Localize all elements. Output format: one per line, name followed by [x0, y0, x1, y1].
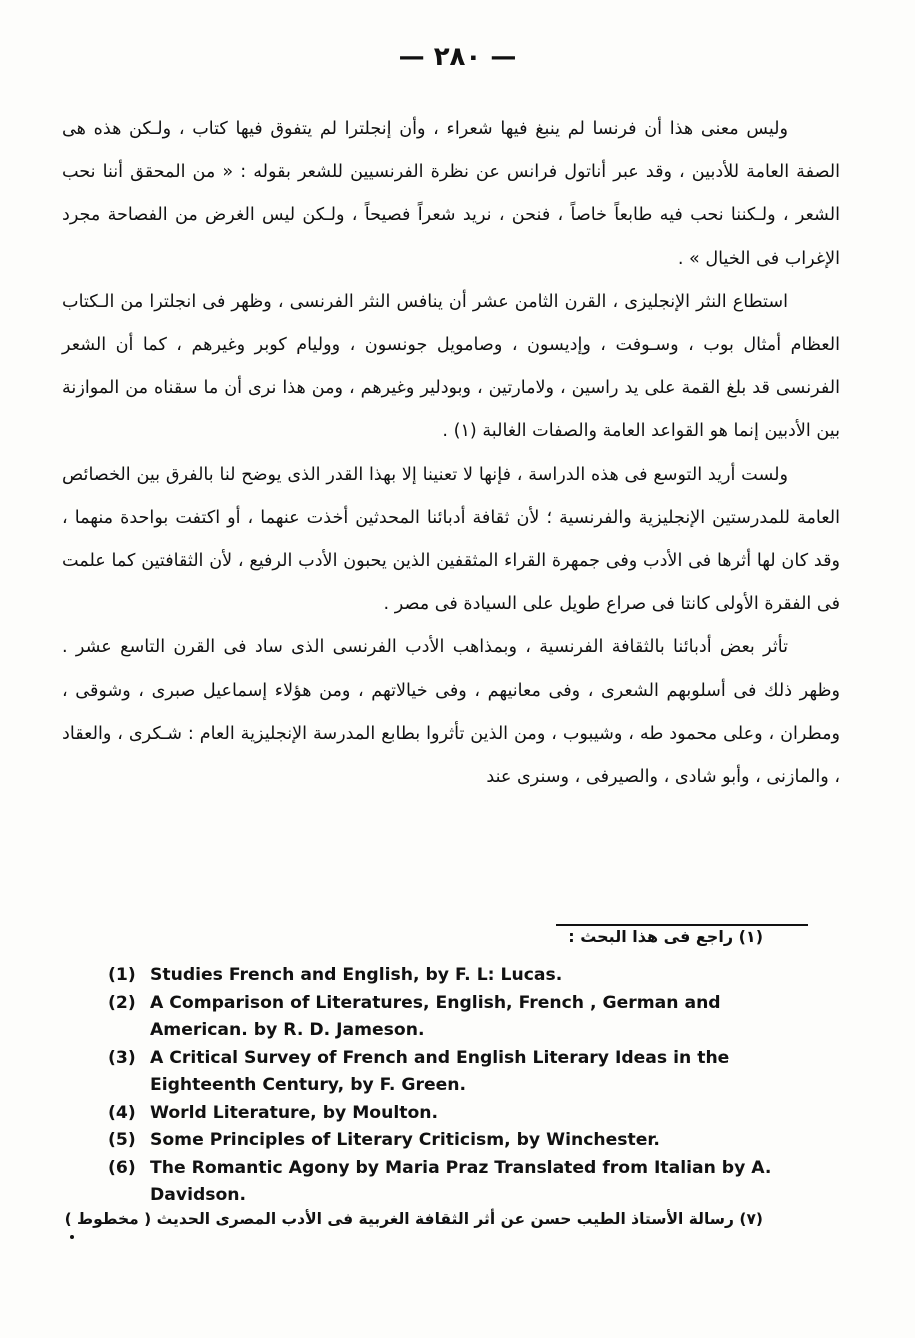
- reference-number: (3): [108, 1047, 136, 1068]
- reference-item: [108, 1100, 808, 1128]
- reference-number: (4): [108, 1102, 136, 1123]
- paragraph-4: تأثر بعض أدبائنا بالثقافة الفرنسية ، وبمذاهب الأدب الفرنسى الذى ساد فى القرن التاسع عشر . وظهر ذلك فى أسلوبهم الشعرى ، وفى معانيهم ، وفى خيالاتهم ، ومن هؤلاء إسماعيل صبرى ، وشوقى ، ومطران ، وعلى محمود طه ، وشيبوب ، ومن الذين تأثروا بطابع المدرسة الإنجليزية العام : شـكرى ، والعقاد ، والمازنى ، وأبو شادى ، والصيرفى ، وسنرى عند: [62, 637, 840, 788]
- reference-number: (1): [108, 965, 136, 985]
- reference-item: [108, 1127, 808, 1155]
- ink-dot: [70, 1235, 74, 1239]
- reference-number: (6): [108, 1157, 136, 1178]
- reference-item: [108, 962, 808, 990]
- reference-item: [108, 1045, 808, 1100]
- reference-text: A Critical Survey of French and English Literary Ideas in the Eighteenth Century, by F. Green.: [150, 1047, 730, 1095]
- paragraph-2: استطاع النثر الإنجليزى ، القرن الثامن عشر أن ينافس النثر الفرنسى ، وظهر فى انجلترا من الـكتاب العظام أمثال بوب ، وسـوفت ، وإديسون ، وصامويل جونسون ، ووليام كوبر وغيرهم ، كما أن الشعر الفرنسى قد بلغ القمة على يد راسين ، ولامارتين ، وبودلير وغيرهم ، ومن هذا نرى أن ما سقناه من الموازنة بين الأدبين إنما هو القواعد العامة والصفات الغالبة (١) .: [62, 291, 840, 442]
- reference-text: Studies French and English, by F. L: Lucas.: [150, 965, 563, 985]
- reference-text: World Literature, by Moulton.: [150, 1102, 439, 1123]
- footnote-heading: (١) راجع فى هذا البحث :: [568, 927, 763, 946]
- reference-text: The Romantic Agony by Maria Praz Translated from Italian by A. Davidson.: [150, 1157, 772, 1205]
- reference-text: Some Principles of Literary Criticism, by Winchester.: [150, 1130, 660, 1150]
- paragraph-1: وليس معنى هذا أن فرنسا لم ينبغ فيها شعراء ، وأن إنجلترا لم يتفوق فيها كتاب ، ولـكن هذه هى الصفة العامة للأدبين ، وقد عبر أناتول فرانس عن نظرة الفرنسيين للشعر بقوله : « من المحقق أننا نحب الشعر ، ولـكننا نحب فيه طابعاً خاصاً ، فنحن ، نريد شعراً فصيحاً ، ولـكن ليس الغرض من الفصاحة مجرد الإغراب فى الخيال » .: [62, 119, 840, 269]
- reference-number: (5): [108, 1130, 136, 1150]
- reference-list: [108, 962, 808, 1210]
- body-text: [62, 108, 840, 799]
- reference-text: A Comparison of Literatures, English, French , German and American. by R. D. Jameson.: [150, 992, 721, 1040]
- reference-number: (2): [108, 992, 136, 1013]
- paragraph-3: ولست أريد التوسع فى هذه الدراسة ، فإنها لا تعنينا إلا بهذا القدر الذى يوضح لنا بالفرق بين الخصائص العامة للمدرستين الإنجليزية والفرنسية ؛ لأن ثقافة أدبائنا المحدثين أخذت عنهما ، أو اكتفت بواحدة منهما ، وقد كان لها أثرها فى الأدب وفى جمهرة القراء المثقفين الذين يحبون الأدب الرفيع ، لأن الثقافتين كما علمت فى الفقرة الأولى كانتا فى صراع طويل على السيادة فى مصر .: [62, 464, 840, 615]
- page-number: — ٢٨٠ —: [398, 42, 517, 72]
- reference-item: [108, 1155, 808, 1210]
- footnote-7: (٧) رسالة الأستاذ الطيب حسن عن أثر الثقافة الغربية فى الأدب المصرى الحديث ( مخطوط ): [64, 1210, 763, 1228]
- footnote-divider: [556, 924, 808, 926]
- reference-item: [108, 990, 808, 1045]
